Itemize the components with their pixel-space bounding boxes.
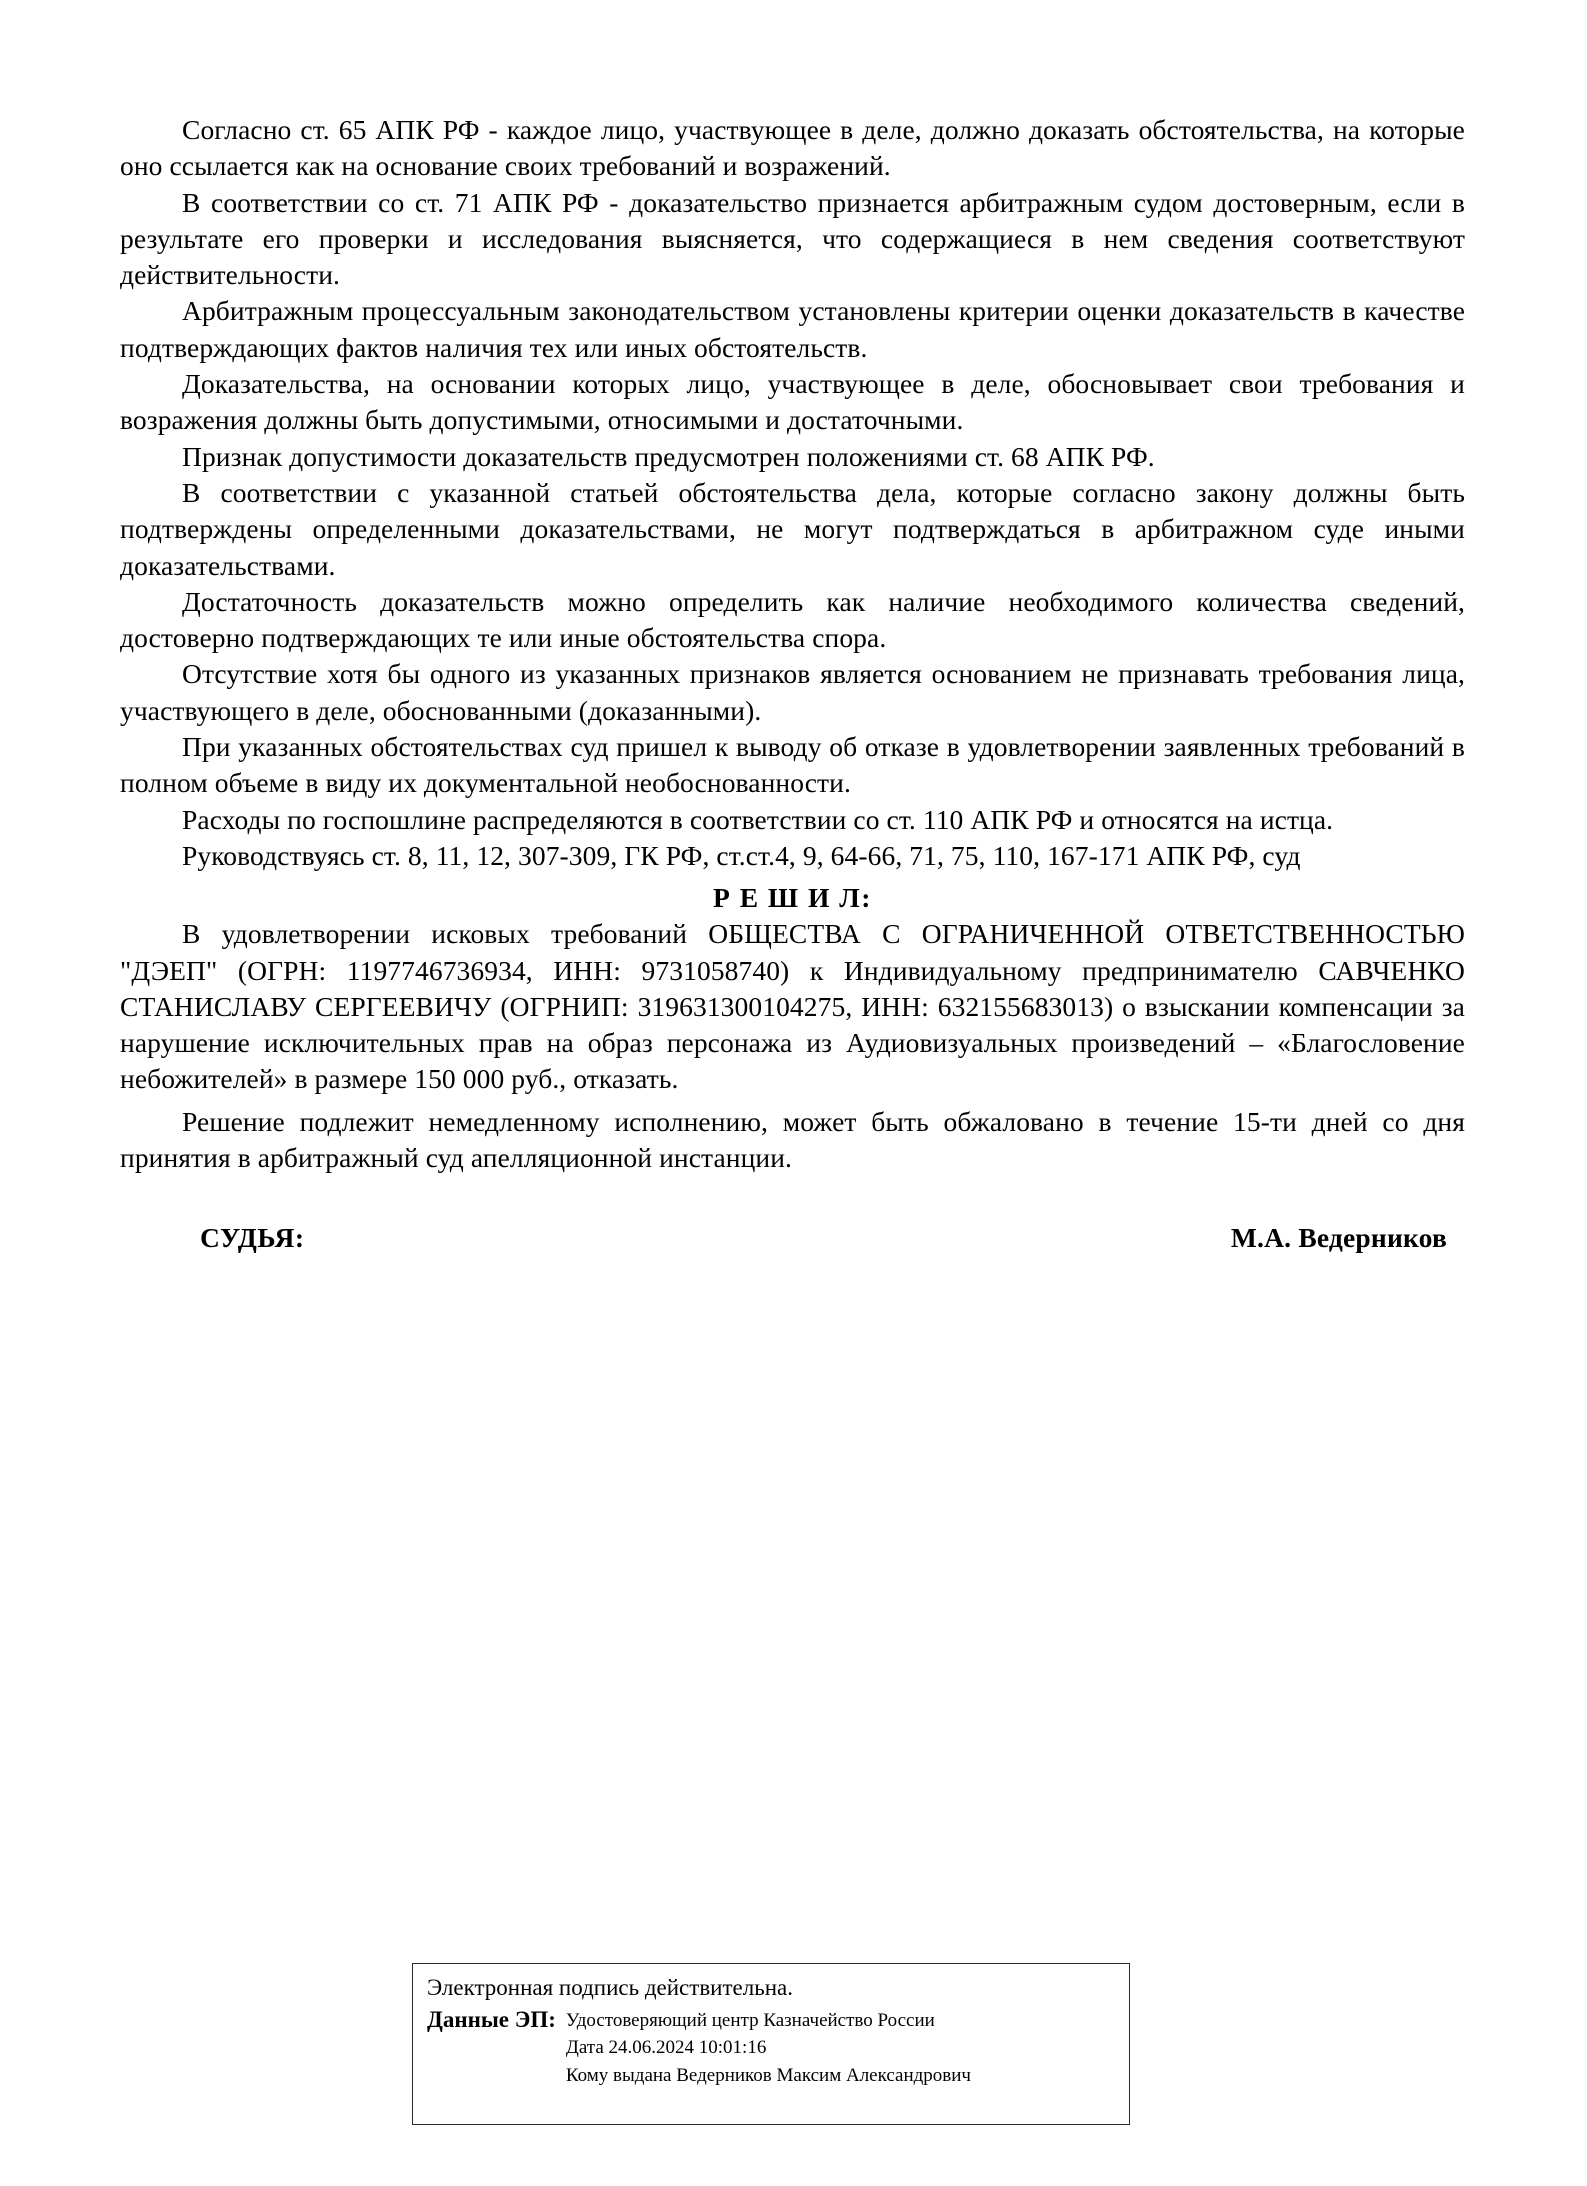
paragraph-sufficiency: Достаточность доказательств можно определить как наличие необходимого количества сведений, достоверно подтверждающих те или иные обстоятельства спора. <box>120 585 1465 654</box>
judge-label: СУДЬЯ: <box>200 1222 305 1254</box>
stamp-values <box>566 2007 971 2090</box>
stamp-data-label: Данные ЭП: <box>427 2006 556 2032</box>
stamp-certificate-authority: Удостоверяющий центр Казначейство России <box>565 2009 935 2031</box>
paragraph-state-duty: Расходы по госпошлине распределяются в соответствии со ст. 110 АПК РФ и относятся на истца. <box>182 803 1334 835</box>
paragraph-art71: В соответствии со ст. 71 АПК РФ - доказательство признается арбитражным судом достоверным, если в результате его проверки и исследования выясняется, что содержащиеся в нем сведения соответствуют действительности. <box>120 186 1465 291</box>
paragraph-evidence-requirements: Доказательства, на основании которых лицо, участвующее в деле, обосновывает свои требования и возражения должны быть допустимыми, относимыми и достаточными. <box>120 368 1465 436</box>
document-body <box>120 112 1465 1254</box>
stamp-issued-to: Кому выдана Ведерников Максим Александрович <box>565 2064 971 2086</box>
signature-block <box>120 1222 1465 1254</box>
stamp-details <box>427 2007 1115 2090</box>
paragraph-absence: Отсутствие хотя бы одного из указанных признаков является основанием не признавать требования лица, участвующего в деле, обоснованными (доказанными). <box>120 658 1465 726</box>
paragraph-ruling-body: В удовлетворении исковых требований ОБЩЕСТВА С ОГРАНИЧЕННОЙ ОТВЕТСТВЕННОСТЬЮ "ДЭЕП" (ОГРН: 1197746736934, ИНН: 9731058740) к Индивидуальному предпринимателю САВЧЕНКО СТАНИСЛАВУ СЕРГЕЕВИЧУ (ОГРНИП: 319631300104275, ИНН: 632155683013) о взыскании компенсации за нарушение исключительных прав на образ персонажа из Аудиовизуальных произведений – «Благословение небожителей» в размере 150 000 руб., отказать. <box>120 918 1465 1095</box>
paragraph-art68: Признак допустимости доказательств предусмотрен положениями ст. 68 АПК РФ. <box>182 440 1155 472</box>
judge-name: М.А. Ведерников <box>1230 1222 1447 1254</box>
stamp-date: Дата 24.06.2024 10:01:16 <box>565 2037 767 2059</box>
paragraph-appeal: Решение подлежит немедленному исполнению, может быть обжаловано в течение 15-ти дней со дня принятия в арбитражный суд апелляционной инстанции. <box>120 1105 1465 1174</box>
paragraph-criteria: Арбитражным процессуальным законодательством установлены критерии оценки доказательств в качестве подтверждающих фактов наличия тех или иных обстоятельств. <box>120 295 1465 363</box>
paragraph-admissibility: В соответствии с указанной статьей обстоятельства дела, которые согласно закону должны быть подтверждены определенными доказательствами, не могут подтверждаться в арбитражном суде иными доказательствами. <box>120 476 1465 581</box>
paragraph-art65: Согласно ст. 65 АПК РФ - каждое лицо, участвующее в деле, должно доказать обстоятельства, на которые оно ссылается как на основание своих требований и возражений. <box>120 114 1465 182</box>
ruling-heading: Р Е Ш И Л: <box>713 882 872 914</box>
paragraph-conclusion: При указанных обстоятельствах суд пришел к выводу об отказе в удовлетворении заявленных требований в полном объеме в виду их документальной необоснованности. <box>120 731 1465 799</box>
paragraph-guided-by: Руководствуясь ст. 8, 11, 12, 307-309, ГК РФ, ст.ст.4, 9, 64-66, 71, 75, 110, 167-171 АПК РФ, суд <box>182 839 1301 871</box>
electronic-signature-stamp <box>412 1963 1130 2125</box>
stamp-validity-text: Электронная подпись действительна. <box>427 1975 793 2000</box>
